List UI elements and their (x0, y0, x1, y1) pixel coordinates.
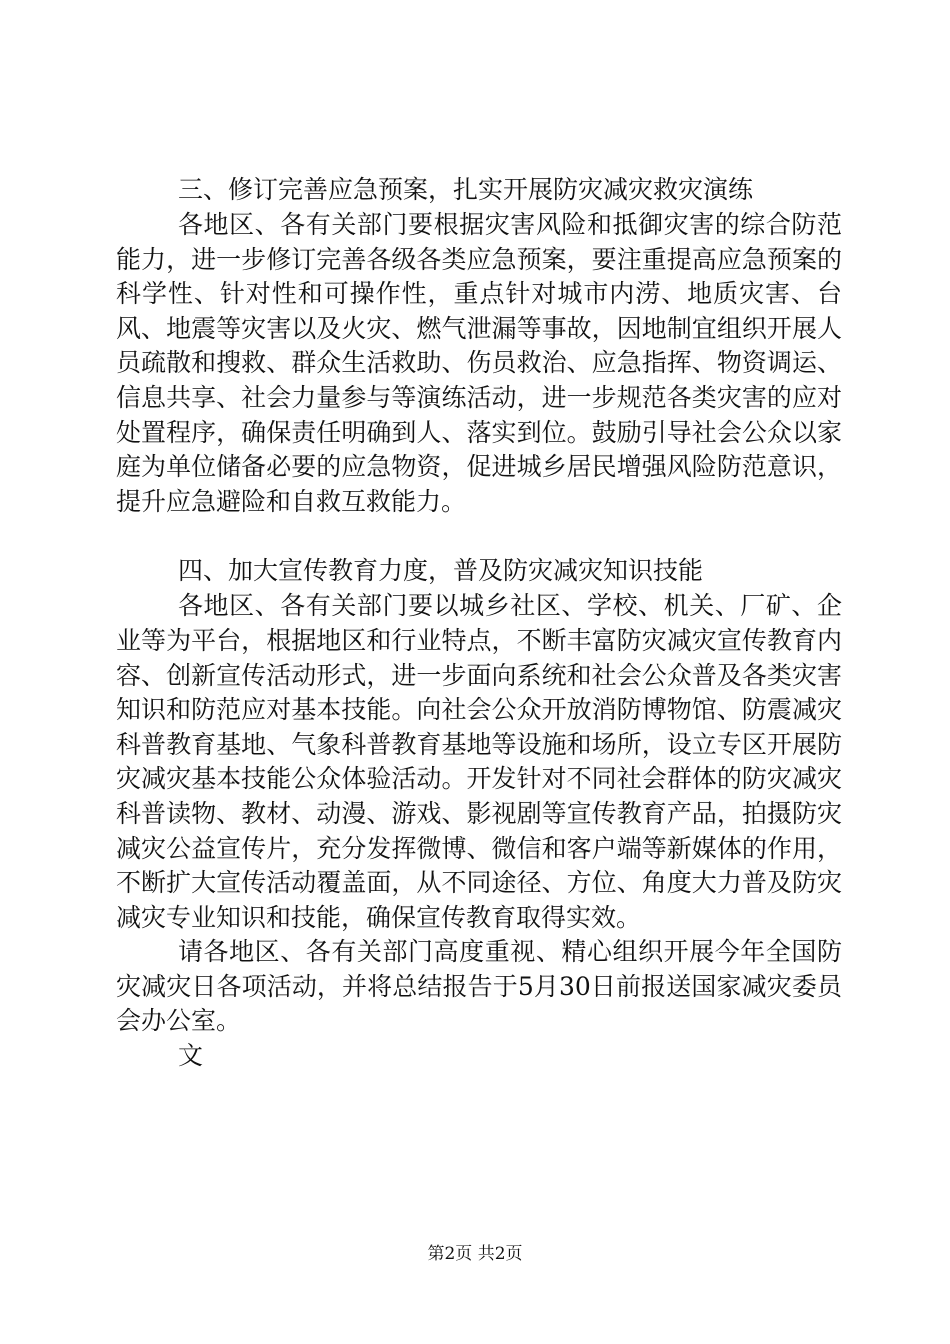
closing-paragraph: 请各地区、各有关部门高度重视、精心组织开展今年全国防灾减灾日各项活动，并将总结报告于5月30日前报送国家减灾委员会办公室。 (116, 937, 842, 1036)
section-4-paragraph: 各地区、各有关部门要以城乡社区、学校、机关、厂矿、企业等为平台，根据地区和行业特点，不断丰富防灾减灾宣传教育内容、创新宣传活动形式，进一步面向系统和社会公众普及各类灾害知识和防范应对基本技能。向社会公众开放消防博物馆、防震减灾科普教育基地、气象科普教育基地等设施和场所，设立专区开展防灾减灾基本技能公众体验活动。开发针对不同社会群体的防灾减灾科普读物、教材、动漫、游戏、影视剧等宣传教育产品，拍摄防灾减灾公益宣传片，充分发挥微博、微信和客户端等新媒体的作用，不断扩大宣传活动覆盖面，从不同途径、方位、角度大力普及防灾减灾专业知识和技能，确保宣传教育取得实效。 (116, 591, 842, 932)
trailing-fragment: 文 (178, 1041, 204, 1071)
page-number-footer: 第2页 共2页 (427, 1244, 523, 1264)
section-4-heading: 四、加大宣传教育力度，普及防灾减灾知识技能 (178, 556, 704, 586)
document-body (116, 172, 842, 1074)
section-3-paragraph: 各地区、各有关部门要根据灾害风险和抵御灾害的综合防范能力，进一步修订完善各级各类应急预案，要注重提高应急预案的科学性、针对性和可操作性，重点针对城市内涝、地质灾害、台风、地震等灾害以及火灾、燃气泄漏等事故，因地制宜组织开展人员疏散和搜救、群众生活救助、伤员救治、应急指挥、物资调运、信息共享、社会力量参与等演练活动，进一步规范各类灾害的应对处置程序，确保责任明确到人、落实到位。鼓励引导社会公众以家庭为单位储备必要的应急物资，促进城乡居民增强风险防范意识，提升应急避险和自救互救能力。 (116, 210, 842, 516)
section-3-heading: 三、修订完善应急预案，扎实开展防灾减灾救灾演练 (178, 175, 754, 204)
section-spacer (116, 519, 842, 553)
